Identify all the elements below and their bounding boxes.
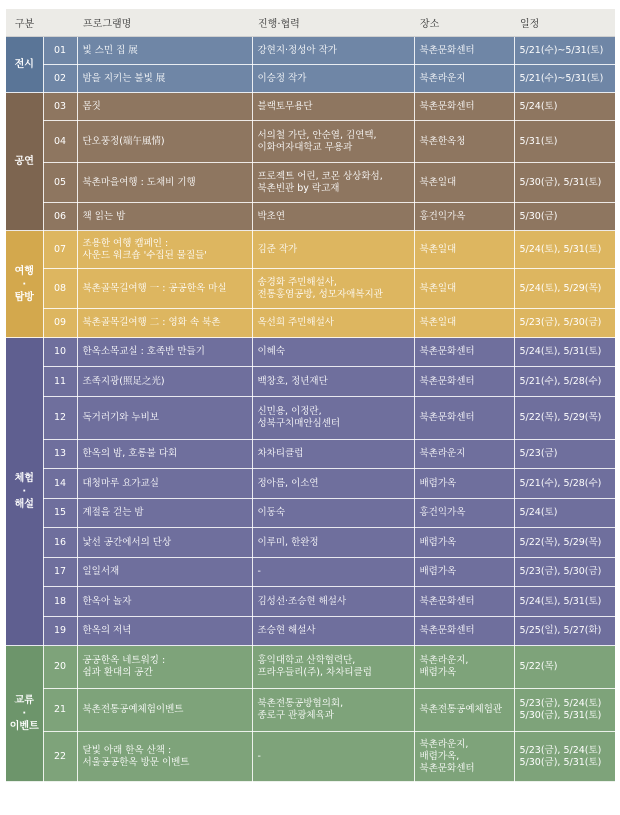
- place-cell-line: 북촌라운지,: [419, 655, 469, 666]
- program-name-line: 일일서재: [82, 566, 120, 577]
- program-name: [77, 558, 252, 587]
- schedule-cell-line: 5/24(토), 5/31(토): [519, 595, 602, 607]
- program-name: [77, 499, 252, 528]
- place-cell: [414, 528, 514, 558]
- place-cell: [414, 469, 514, 499]
- schedule-cell-line: 5/21(수)~5/31(토): [519, 44, 604, 56]
- schedule-cell: [514, 231, 615, 269]
- schedule-cell: [514, 203, 615, 231]
- partner-cell: [252, 617, 414, 646]
- place-cell-line: 북촌라운지,: [419, 738, 469, 750]
- schedule-cell: [514, 587, 615, 617]
- table-row: [6, 231, 615, 269]
- category-line: ·: [22, 278, 27, 290]
- program-number: 16: [43, 528, 77, 558]
- table-row: [6, 469, 615, 499]
- program-name: [77, 587, 252, 617]
- place-cell: [414, 163, 514, 203]
- partner-cell: [252, 269, 414, 309]
- schedule-cell-line: 5/30(금): [519, 210, 558, 222]
- place-cell-line: 북촌문화센터: [419, 412, 475, 423]
- place-cell-line: 홍건익가옥: [419, 507, 466, 518]
- program-name: [77, 231, 252, 269]
- partner-cell: [252, 121, 414, 163]
- program-number: 03: [43, 93, 77, 121]
- header-number: [43, 9, 77, 37]
- program-number: 22: [43, 732, 77, 782]
- schedule-cell-line: 5/23(금): [519, 448, 558, 459]
- table-row: [6, 269, 615, 309]
- program-number: 13: [43, 440, 77, 469]
- place-cell-line: 북촌일대: [419, 176, 457, 188]
- place-cell-line: 배렴가옥: [419, 667, 457, 678]
- partner-cell: [252, 469, 414, 499]
- header-partner: 진행·협력: [252, 9, 414, 37]
- partner-cell-line: 이동숙: [257, 507, 286, 518]
- program-name-line: 독거러기와 누비보: [82, 412, 159, 423]
- table-row: [6, 689, 615, 732]
- place-cell: [414, 587, 514, 617]
- program-name: [77, 37, 252, 65]
- program-number: 09: [43, 309, 77, 338]
- program-number: 12: [43, 397, 77, 440]
- program-name-line: 한옥의 저녁: [82, 625, 132, 636]
- program-name-line: 대청마루 요가교실: [82, 477, 159, 489]
- program-name-line: 몸짓: [82, 100, 101, 112]
- program-number: 19: [43, 617, 77, 646]
- program-name-line: 북촌골목길여행 二 : 영화 속 북촌: [82, 317, 221, 328]
- place-cell: [414, 646, 514, 689]
- table-row: [6, 587, 615, 617]
- category-cell: [6, 338, 43, 646]
- schedule-cell: [514, 558, 615, 587]
- category-cell: [6, 231, 43, 338]
- category-line: 체험: [14, 473, 34, 484]
- schedule-cell-line: 5/30(금), 5/31(토): [519, 756, 602, 768]
- program-number: 21: [43, 689, 77, 732]
- partner-cell: [252, 440, 414, 469]
- partner-cell-line: 송경화 주민해설사,: [257, 276, 337, 288]
- partner-cell: [252, 397, 414, 440]
- header-place: 장소: [414, 9, 514, 37]
- table-row: [6, 440, 615, 469]
- program-number: 05: [43, 163, 77, 203]
- program-name: [77, 469, 252, 499]
- schedule-cell: [514, 367, 615, 397]
- program-name-line: 북촌마을여행 : 도채비 기행: [82, 176, 196, 188]
- partner-cell-line: 서의철 가단, 안순열, 김연택,: [257, 129, 377, 141]
- place-cell: [414, 499, 514, 528]
- program-name: [77, 338, 252, 367]
- partner-cell-line: 이승정 작가: [257, 72, 307, 84]
- place-cell-line: 북촌전통공예체험관: [419, 704, 503, 715]
- program-name-line: 쉼과 환대의 공간: [82, 667, 153, 678]
- table-row: [6, 617, 615, 646]
- program-name-line: 빛 스민 집 展: [82, 44, 138, 56]
- place-cell: [414, 397, 514, 440]
- schedule-cell: [514, 309, 615, 338]
- partner-cell-line: -: [257, 566, 261, 577]
- program-number: 17: [43, 558, 77, 587]
- place-cell: [414, 367, 514, 397]
- program-number: 20: [43, 646, 77, 689]
- partner-cell: [252, 93, 414, 121]
- program-number: 06: [43, 203, 77, 231]
- program-name: [77, 617, 252, 646]
- program-number: 08: [43, 269, 77, 309]
- table-row: [6, 163, 615, 203]
- program-number: 18: [43, 587, 77, 617]
- partner-cell-line: 강현지·정성아 작가: [257, 44, 337, 56]
- program-number: 10: [43, 338, 77, 367]
- program-number: 14: [43, 469, 77, 499]
- category-cell: [6, 37, 43, 93]
- partner-cell-line: 김성선·조승현 해설사: [257, 595, 347, 607]
- program-name: [77, 440, 252, 469]
- place-cell-line: 북촌라운지: [419, 448, 466, 459]
- program-name: [77, 203, 252, 231]
- partner-cell-line: 북촌전통공방협의회,: [257, 698, 344, 709]
- schedule-cell-line: 5/24(토), 5/31(토): [519, 243, 602, 255]
- table-row: [6, 203, 615, 231]
- category-line: 여행: [14, 265, 34, 277]
- partner-cell: [252, 65, 414, 93]
- partner-cell: [252, 499, 414, 528]
- table-row: [6, 121, 615, 163]
- schedule-cell-line: 5/24(토), 5/31(토): [519, 346, 602, 357]
- schedule-cell-line: 5/24(토), 5/29(목): [519, 282, 602, 294]
- program-name: [77, 528, 252, 558]
- category-cell: [6, 646, 43, 782]
- place-cell: [414, 440, 514, 469]
- schedule-cell: [514, 528, 615, 558]
- partner-cell-line: 박초연: [257, 210, 286, 222]
- partner-cell: [252, 309, 414, 338]
- schedule-cell: [514, 469, 615, 499]
- place-cell-line: 배렴가옥,: [419, 750, 460, 762]
- place-cell-line: 배렴가옥: [419, 536, 457, 548]
- program-name-line: 달빛 아래 한옥 산책 :: [82, 744, 172, 756]
- program-number: 11: [43, 367, 77, 397]
- program-name-line: 밤을 지키는 불빛 展: [82, 72, 166, 84]
- partner-cell: [252, 689, 414, 732]
- place-cell: [414, 558, 514, 587]
- category-line: ·: [22, 486, 27, 497]
- table-row: [6, 558, 615, 587]
- partner-cell-line: 종로구 관광체육과: [257, 710, 334, 721]
- partner-cell-line: 프라우들리(주), 차차티클럽: [257, 667, 372, 678]
- partner-cell-line: -: [257, 750, 261, 762]
- table-row: [6, 499, 615, 528]
- schedule-cell-line: 5/30(금), 5/31(토): [519, 176, 602, 188]
- place-cell-line: 북촌문화센터: [419, 346, 475, 357]
- partner-cell-line: 백창호, 정년재단: [257, 375, 328, 387]
- place-cell-line: 북촌문화센터: [419, 375, 475, 387]
- schedule-cell-line: 5/23(금), 5/24(토): [519, 698, 602, 709]
- place-cell-line: 북촌라운지: [419, 72, 466, 84]
- place-cell: [414, 93, 514, 121]
- program-number: 04: [43, 121, 77, 163]
- schedule-cell-line: 5/22(목): [519, 661, 558, 672]
- partner-cell-line: 블랙토무용단: [257, 100, 313, 112]
- program-name: [77, 121, 252, 163]
- schedule-cell-line: 5/24(토): [519, 507, 558, 518]
- schedule-cell-line: 5/25(일), 5/27(화): [519, 625, 602, 636]
- table-row: [6, 367, 615, 397]
- place-cell-line: 배렴가옥: [419, 477, 457, 489]
- place-cell: [414, 732, 514, 782]
- schedule-cell-line: 5/30(금), 5/31(토): [519, 710, 602, 721]
- table-row: [6, 37, 615, 65]
- schedule-cell-line: 5/21(수), 5/28(수): [519, 375, 602, 387]
- category-line: 공연: [14, 156, 34, 167]
- category-line: 전시: [14, 59, 34, 70]
- header-schedule: 일정: [514, 9, 615, 37]
- program-name-line: 공공한옥 네트워킹 :: [82, 655, 166, 666]
- schedule-cell-line: 5/23(금), 5/24(토): [519, 744, 602, 756]
- partner-cell-line: 김준 작가: [257, 243, 298, 255]
- partner-cell: [252, 163, 414, 203]
- schedule-cell: [514, 93, 615, 121]
- table-row: [6, 338, 615, 367]
- partner-cell: [252, 732, 414, 782]
- partner-cell-line: 옥선희 주민해설사: [257, 317, 334, 328]
- partner-cell-line: 성북구치매안심센터: [257, 418, 341, 429]
- table-row: [6, 309, 615, 338]
- schedule-cell: [514, 617, 615, 646]
- place-cell: [414, 65, 514, 93]
- schedule-cell-line: 5/22(목), 5/29(목): [519, 536, 602, 548]
- partner-cell-line: 프로젝트 어린, 코몬 상상화섬,: [257, 170, 383, 182]
- schedule-cell-line: 5/22(목), 5/29(목): [519, 412, 602, 423]
- schedule-cell: [514, 163, 615, 203]
- program-number: 15: [43, 499, 77, 528]
- schedule-cell: [514, 269, 615, 309]
- partner-cell-line: 북촌빈관 by 락고재: [257, 182, 340, 194]
- category-line: 교류: [14, 695, 34, 706]
- schedule-cell-line: 5/31(토): [519, 135, 558, 147]
- schedule-cell: [514, 65, 615, 93]
- place-cell: [414, 689, 514, 732]
- program-name-line: 서울공공한옥 방문 이벤트: [82, 756, 190, 768]
- program-name: [77, 163, 252, 203]
- program-name: [77, 367, 252, 397]
- category-line: ·: [22, 708, 27, 719]
- place-cell: [414, 309, 514, 338]
- program-name-line: 한옥의 밤, 호롱불 다회: [82, 448, 178, 459]
- partner-cell: [252, 367, 414, 397]
- program-name: [77, 93, 252, 121]
- schedule-cell: [514, 37, 615, 65]
- partner-cell-line: 이루미, 한완정: [257, 536, 319, 548]
- partner-cell: [252, 37, 414, 65]
- schedule-cell: [514, 732, 615, 782]
- place-cell: [414, 269, 514, 309]
- header-program: 프로그램명: [77, 9, 252, 37]
- partner-cell: [252, 646, 414, 689]
- program-name: [77, 732, 252, 782]
- schedule-cell: [514, 499, 615, 528]
- program-number: 01: [43, 37, 77, 65]
- place-cell: [414, 37, 514, 65]
- table-row: [6, 646, 615, 689]
- program-number: 07: [43, 231, 77, 269]
- table-row: [6, 93, 615, 121]
- schedule-cell: [514, 121, 615, 163]
- program-name-line: 낯선 공간에서의 단상: [82, 536, 172, 548]
- program-name-line: 한옥소목교실 : 호족반 만들기: [82, 346, 205, 357]
- program-name: [77, 65, 252, 93]
- partner-cell-line: 홍익대학교 산학협력단,: [257, 655, 356, 666]
- schedule-cell: [514, 338, 615, 367]
- table-row: [6, 528, 615, 558]
- partner-cell: [252, 528, 414, 558]
- place-cell: [414, 121, 514, 163]
- place-cell-line: 북촌일대: [419, 317, 457, 328]
- category-line: 탐방: [14, 291, 34, 303]
- place-cell-line: 북촌일대: [419, 282, 457, 294]
- partner-cell: [252, 587, 414, 617]
- partner-cell: [252, 338, 414, 367]
- place-cell-line: 북촌문화센터: [419, 762, 475, 774]
- program-name: [77, 689, 252, 732]
- place-cell-line: 홍건익가옥: [419, 210, 466, 222]
- partner-cell: [252, 558, 414, 587]
- partner-cell-line: 정아름, 이소연: [257, 477, 319, 489]
- program-name: [77, 309, 252, 338]
- place-cell-line: 북촌문화센터: [419, 595, 475, 607]
- schedule-cell-line: 5/21(수)~5/31(토): [519, 72, 604, 84]
- program-name-line: 조족지광(照足之光): [82, 375, 165, 387]
- program-number: 02: [43, 65, 77, 93]
- schedule-cell: [514, 689, 615, 732]
- partner-cell: [252, 231, 414, 269]
- program-name-line: 북촌전통공예체험이벤트: [82, 704, 184, 715]
- schedule-cell: [514, 397, 615, 440]
- place-cell-line: 배렴가옥: [419, 566, 457, 577]
- program-name-line: 한옥아 놀자: [82, 595, 132, 607]
- program-name-line: 조용한 여행 캠페인 :: [82, 237, 169, 249]
- table-header-row: [6, 9, 615, 37]
- table-row: [6, 397, 615, 440]
- place-cell-line: 북촌문화센터: [419, 100, 475, 112]
- place-cell: [414, 338, 514, 367]
- place-cell-line: 북촌한옥청: [419, 135, 466, 147]
- schedule-cell-line: 5/23(금), 5/30(금): [519, 317, 602, 328]
- category-cell: [6, 93, 43, 231]
- partner-cell-line: 신민용, 이정란,: [257, 406, 322, 417]
- program-name-line: 계절을 걷는 밤: [82, 507, 144, 518]
- place-cell-line: 북촌문화센터: [419, 44, 475, 56]
- program-name-line: 단오풍정(端午風情): [82, 135, 165, 147]
- schedule-cell: [514, 646, 615, 689]
- program-name: [77, 646, 252, 689]
- header-category: 구분: [6, 9, 43, 37]
- program-table: [6, 9, 615, 782]
- category-line: 해설: [14, 499, 34, 510]
- place-cell-line: 북촌문화센터: [419, 625, 475, 636]
- partner-cell-line: 차차티클럽: [257, 448, 304, 459]
- place-cell: [414, 231, 514, 269]
- place-cell: [414, 617, 514, 646]
- place-cell-line: 북촌일대: [419, 243, 457, 255]
- program-name-line: 책 읽는 밤: [82, 210, 126, 222]
- partner-cell-line: 조승현 해설사: [257, 625, 316, 636]
- program-name-line: 북촌골목길여행 一 : 공공한옥 마실: [82, 282, 227, 294]
- category-line: 이벤트: [9, 721, 39, 732]
- partner-cell: [252, 203, 414, 231]
- table-row: [6, 65, 615, 93]
- schedule-cell-line: 5/24(토): [519, 100, 558, 112]
- program-name: [77, 397, 252, 440]
- partner-cell-line: 이혜숙: [257, 346, 286, 357]
- schedule-cell-line: 5/21(수), 5/28(수): [519, 477, 602, 489]
- schedule-cell: [514, 440, 615, 469]
- partner-cell-line: 이화여자대학교 무용과: [257, 141, 353, 153]
- program-name: [77, 269, 252, 309]
- program-name-line: 사운드 워크숍 '수집된 물질들': [82, 249, 207, 261]
- place-cell: [414, 203, 514, 231]
- schedule-cell-line: 5/23(금), 5/30(금): [519, 566, 602, 577]
- table-row: [6, 732, 615, 782]
- program-table-container: [6, 9, 615, 782]
- partner-cell-line: 전통홍염공방, 성모자애복지관: [257, 288, 383, 300]
